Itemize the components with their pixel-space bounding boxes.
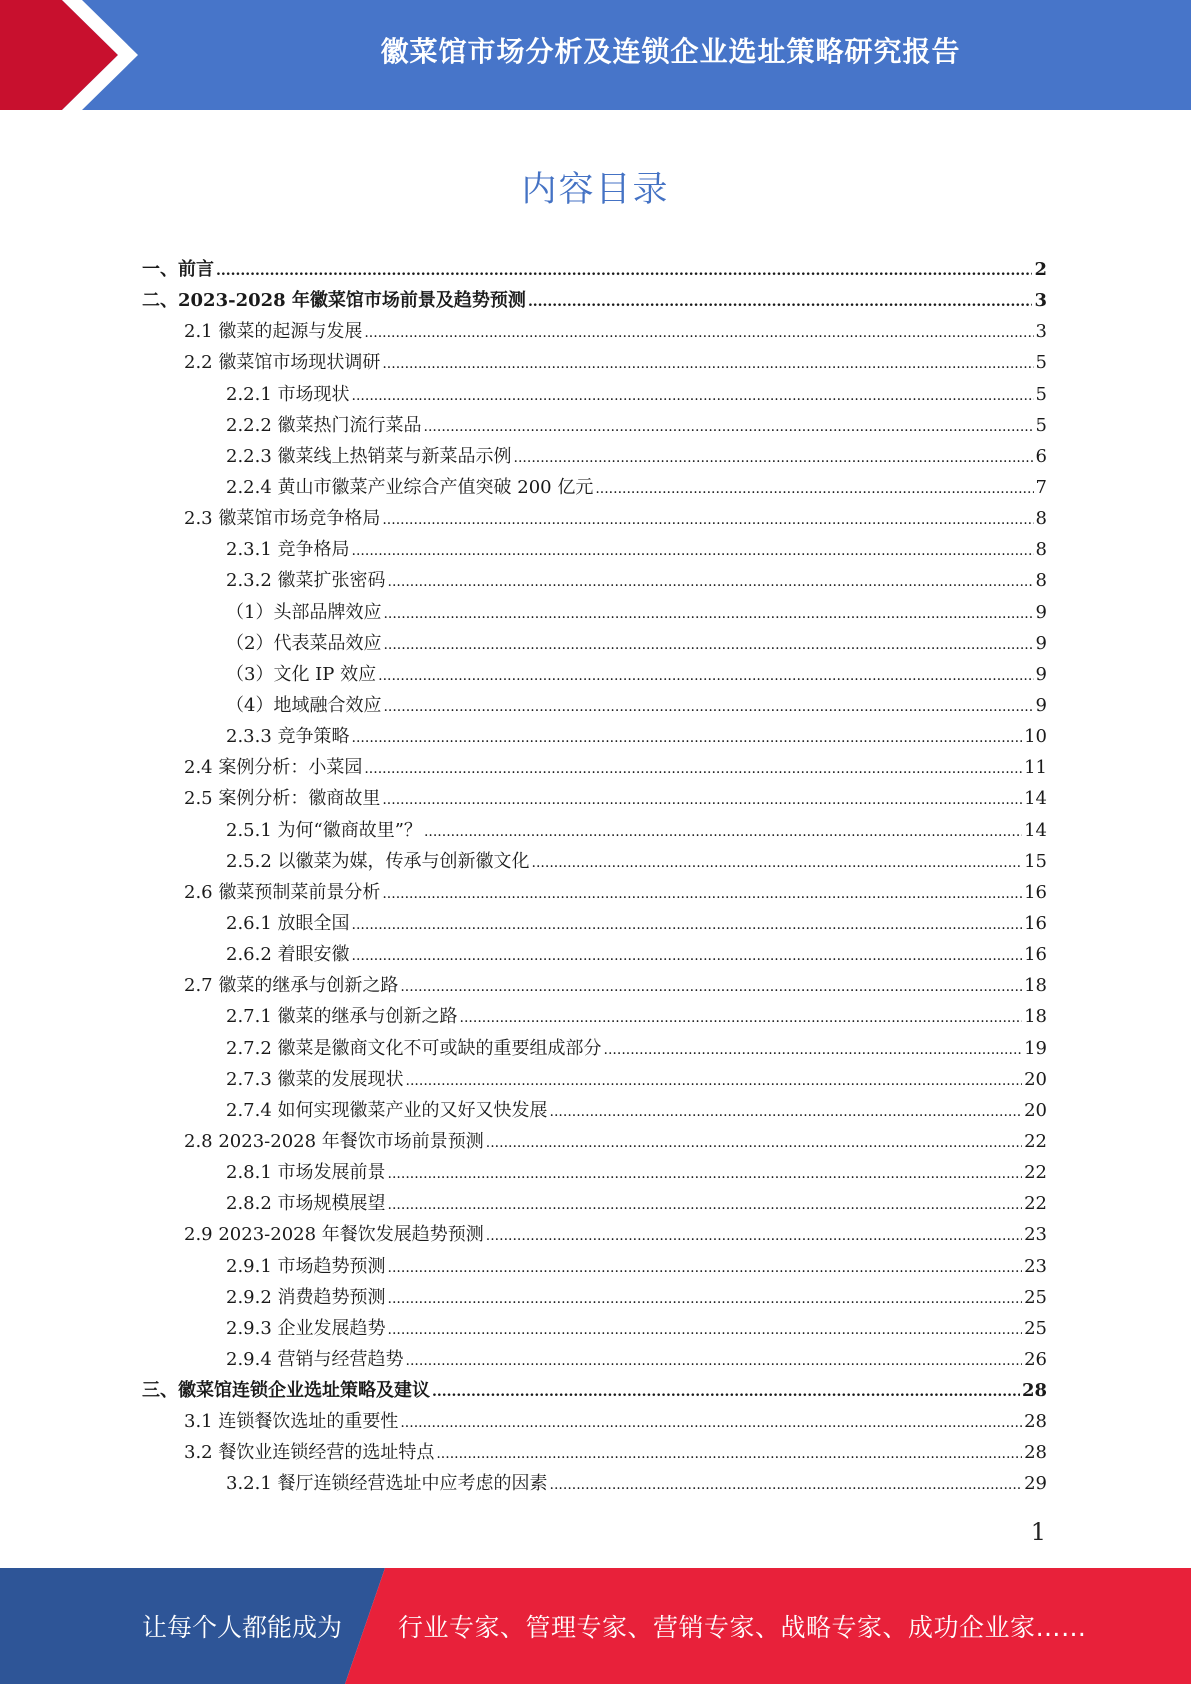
toc-entry-page: 19 (1024, 1037, 1047, 1059)
toc-entry-title: 2.6.2 着眼安徽 (226, 944, 350, 966)
toc-entry-page: 28 (1024, 1442, 1047, 1464)
toc-heading: 内容目录 (521, 170, 670, 210)
toc-entry-page: 9 (1035, 663, 1047, 685)
toc-entry-page: 26 (1024, 1348, 1047, 1370)
toc-entry-title: （4）地域融合效应 (226, 694, 382, 716)
toc-entry[interactable] (142, 316, 1047, 347)
toc-entry[interactable] (142, 503, 1047, 534)
toc-entry-page: 15 (1024, 850, 1047, 872)
toc-entry-page: 2 (1034, 259, 1047, 280)
toc-entry-title: 2.7.3 徽菜的发展现状 (226, 1068, 404, 1090)
toc-entry-title: 一、前言 (142, 259, 214, 280)
toc-entry[interactable] (142, 1437, 1047, 1468)
toc-entry-title: 2.8 2023-2028 年餐饮市场前景预测 (184, 1130, 484, 1152)
toc-entry[interactable] (142, 534, 1047, 565)
toc-dot-leader (382, 879, 1022, 910)
toc-entry-page: 22 (1024, 1130, 1047, 1152)
toc-entry-title: 2.3.3 竞争策略 (226, 726, 350, 748)
toc-entry-title: 2.6.1 放眼全国 (226, 912, 350, 934)
toc-entry-title: 2.2.3 徽菜线上热销菜与新菜品示例 (226, 445, 512, 467)
toc-entry-page: 10 (1024, 726, 1047, 748)
toc-entry[interactable] (142, 254, 1047, 285)
toc-dot-leader (424, 412, 1034, 443)
toc-entry-page: 18 (1024, 975, 1047, 997)
toc-entry[interactable] (142, 815, 1047, 846)
toc-dot-leader (406, 1066, 1023, 1097)
header-banner (0, 0, 1191, 110)
toc-entry-title: 2.2.1 市场现状 (226, 383, 350, 405)
toc-entry-title: 2.9.1 市场趋势预测 (226, 1255, 386, 1277)
toc-dot-leader (388, 1159, 1023, 1190)
toc-entry-page: 16 (1024, 912, 1047, 934)
toc-entry-page: 9 (1035, 601, 1047, 623)
toc-entry[interactable] (142, 846, 1047, 877)
toc-dot-leader (378, 661, 1033, 692)
footer-slogan-left: 让每个人都能成为 (142, 1613, 343, 1642)
toc-entry[interactable] (142, 1033, 1047, 1064)
toc-dot-leader (400, 1408, 1022, 1439)
toc-entry-page: 5 (1035, 352, 1047, 374)
toc-entry-title: 2.6 徽菜预制菜前景分析 (184, 881, 381, 903)
toc-dot-leader (550, 1097, 1023, 1128)
toc-dot-leader (382, 785, 1022, 816)
toc-entry-page: 6 (1035, 445, 1047, 467)
toc-entry-page: 18 (1024, 1006, 1047, 1028)
toc-entry[interactable] (142, 1095, 1047, 1126)
toc-entry-page: 9 (1035, 632, 1047, 654)
toc-entry[interactable] (142, 410, 1047, 441)
toc-entry[interactable] (142, 1126, 1047, 1157)
toc-entry[interactable] (142, 1251, 1047, 1282)
toc-dot-leader (528, 287, 1033, 318)
footer-banner (0, 1568, 1191, 1684)
toc-entry-title: 2.9.3 企业发展趋势 (226, 1317, 386, 1339)
toc-entry-page: 25 (1024, 1317, 1047, 1339)
toc-dot-leader (216, 256, 1032, 287)
toc-entry[interactable] (142, 1468, 1047, 1499)
page-number: 1 (1030, 1518, 1046, 1546)
toc-dot-leader (432, 1377, 1020, 1408)
toc-entry-title: 2.3 徽菜馆市场竞争格局 (184, 508, 381, 530)
toc-dot-leader (400, 972, 1022, 1003)
toc-entry[interactable] (142, 1064, 1047, 1095)
toc-dot-leader (460, 1003, 1023, 1034)
toc-entry-page: 29 (1024, 1473, 1047, 1495)
toc-dot-leader (352, 381, 1034, 412)
toc-entry-title: 2.2 徽菜馆市场现状调研 (184, 352, 381, 374)
toc-entry-page: 5 (1035, 383, 1047, 405)
toc-entry-page: 5 (1035, 414, 1047, 436)
toc-entry[interactable] (142, 1188, 1047, 1219)
toc-entry[interactable] (142, 1344, 1047, 1375)
toc-entry-page: 3 (1035, 321, 1047, 343)
report-title: 徽菜馆市场分析及连锁企业选址策略研究报告 (380, 35, 961, 68)
toc-entry-title: 3.1 连锁餐饮选址的重要性 (184, 1411, 399, 1433)
footer-slogan-right: 行业专家、管理专家、营销专家、战略专家、成功企业家…… (398, 1613, 1087, 1642)
toc-entry-title: 2.2.2 徽菜热门流行菜品 (226, 414, 422, 436)
toc-entry-title: 三、徽菜馆连锁企业选址策略及建议 (142, 1380, 430, 1402)
toc-entry[interactable] (142, 877, 1047, 908)
toc-entry[interactable] (142, 1375, 1047, 1406)
toc-entry[interactable] (142, 783, 1047, 814)
toc-entry[interactable] (142, 285, 1047, 316)
toc-entry-page: 25 (1024, 1286, 1047, 1308)
toc-entry-title: 2.5.2 以徽菜为媒，传承与创新徽文化 (226, 850, 530, 872)
toc-entry[interactable] (142, 659, 1047, 690)
toc-dot-leader (364, 318, 1033, 349)
toc-dot-leader (486, 1221, 1022, 1252)
toc-dot-leader (388, 1284, 1023, 1315)
toc-entry-title: 2.1 徽菜的起源与发展 (184, 321, 363, 343)
toc-dot-leader (352, 723, 1023, 754)
toc-dot-leader (388, 567, 1034, 598)
toc-entry-title: 2.9 2023-2028 年餐饮发展趋势预测 (184, 1224, 484, 1246)
toc-entry-title: 2.5.1 为何“徽商故里”？ (226, 819, 422, 841)
toc-dot-leader (532, 848, 1023, 879)
toc-entry-page: 8 (1035, 539, 1047, 561)
toc-entry-title: 3.2 餐饮业连锁经营的选址特点 (184, 1442, 435, 1464)
toc-dot-leader (352, 536, 1034, 567)
toc-dot-leader (388, 1253, 1023, 1284)
toc-entry[interactable] (142, 721, 1047, 752)
toc-entry[interactable] (142, 752, 1047, 783)
toc-entry[interactable] (142, 1313, 1047, 1344)
toc-entry[interactable] (142, 939, 1047, 970)
toc-entry-title: 2.3.2 徽菜扩张密码 (226, 570, 386, 592)
toc-dot-leader (406, 1346, 1023, 1377)
table-of-contents (142, 254, 1047, 1500)
toc-dot-leader (424, 817, 1022, 848)
header-arrow-decoration (0, 0, 150, 110)
toc-dot-leader (604, 1035, 1023, 1066)
toc-entry-title: 2.9.4 营销与经营趋势 (226, 1348, 404, 1370)
toc-entry-page: 7 (1035, 476, 1047, 498)
toc-entry-page: 11 (1024, 757, 1047, 779)
toc-entry-page: 16 (1024, 944, 1047, 966)
toc-entry-page: 8 (1035, 508, 1047, 530)
toc-entry-page: 22 (1024, 1162, 1047, 1184)
toc-entry[interactable] (142, 1406, 1047, 1437)
toc-entry[interactable] (142, 1157, 1047, 1188)
toc-entry-page: 3 (1034, 290, 1047, 312)
toc-dot-leader (388, 1190, 1023, 1221)
toc-entry-page: 16 (1024, 881, 1047, 903)
toc-entry[interactable] (142, 472, 1047, 503)
toc-entry-title: 2.9.2 消费趋势预测 (226, 1286, 386, 1308)
toc-dot-leader (436, 1439, 1022, 1470)
toc-dot-leader (352, 941, 1023, 972)
toc-dot-leader (352, 910, 1023, 941)
toc-entry[interactable] (142, 908, 1047, 939)
toc-entry-title: （1）头部品牌效应 (226, 601, 382, 623)
toc-entry-title: （2）代表菜品效应 (226, 632, 382, 654)
toc-dot-leader (383, 630, 1033, 661)
toc-entry-title: 2.2.4 黄山市徽菜产业综合产值突破 200 亿元 (226, 476, 594, 498)
toc-dot-leader (383, 599, 1033, 630)
toc-entry-page: 9 (1035, 694, 1047, 716)
toc-entry[interactable] (142, 690, 1047, 721)
toc-entry-title: 2.7 徽菜的继承与创新之路 (184, 975, 399, 997)
toc-entry[interactable] (142, 1001, 1047, 1032)
toc-entry-title: （3）文化 IP 效应 (226, 663, 377, 685)
toc-dot-leader (382, 505, 1033, 536)
toc-entry-title: 2.7.2 徽菜是徽商文化不可或缺的重要组成部分 (226, 1037, 602, 1059)
toc-entry[interactable] (142, 628, 1047, 659)
toc-entry[interactable] (142, 379, 1047, 410)
toc-entry-title: 2.7.4 如何实现徽菜产业的又好又快发展 (226, 1099, 548, 1121)
toc-entry-title: 2.4 案例分析：小菜园 (184, 757, 363, 779)
toc-entry-page: 23 (1024, 1255, 1047, 1277)
toc-dot-leader (382, 349, 1033, 380)
toc-entry[interactable] (142, 597, 1047, 628)
toc-entry-title: 二、2023-2028 年徽菜馆市场前景及趋势预测 (142, 290, 526, 312)
toc-entry-title: 2.8.2 市场规模展望 (226, 1193, 386, 1215)
toc-entry-page: 8 (1035, 570, 1047, 592)
toc-entry[interactable] (142, 565, 1047, 596)
toc-entry-page: 14 (1024, 819, 1047, 841)
toc-dot-leader (550, 1470, 1023, 1501)
toc-dot-leader (383, 692, 1033, 723)
toc-entry[interactable] (142, 347, 1047, 378)
toc-entry-page: 14 (1024, 788, 1047, 810)
toc-dot-leader (486, 1128, 1022, 1159)
toc-entry-page: 20 (1024, 1099, 1047, 1121)
toc-dot-leader (388, 1315, 1023, 1346)
toc-entry-page: 22 (1024, 1193, 1047, 1215)
toc-entry[interactable] (142, 970, 1047, 1001)
toc-entry[interactable] (142, 441, 1047, 472)
toc-entry-page: 20 (1024, 1068, 1047, 1090)
toc-entry-title: 3.2.1 餐厅连锁经营选址中应考虑的因素 (226, 1473, 548, 1495)
toc-dot-leader (514, 443, 1034, 474)
toc-entry-page: 28 (1024, 1411, 1047, 1433)
toc-entry[interactable] (142, 1282, 1047, 1313)
toc-dot-leader (595, 474, 1033, 505)
toc-dot-leader (364, 754, 1022, 785)
toc-entry-page: 28 (1021, 1380, 1047, 1402)
toc-entry-title: 2.7.1 徽菜的继承与创新之路 (226, 1006, 458, 1028)
toc-entry-title: 2.8.1 市场发展前景 (226, 1162, 386, 1184)
toc-entry[interactable] (142, 1219, 1047, 1250)
toc-entry-title: 2.3.1 竞争格局 (226, 539, 350, 561)
toc-entry-title: 2.5 案例分析：徽商故里 (184, 788, 381, 810)
toc-entry-page: 23 (1024, 1224, 1047, 1246)
